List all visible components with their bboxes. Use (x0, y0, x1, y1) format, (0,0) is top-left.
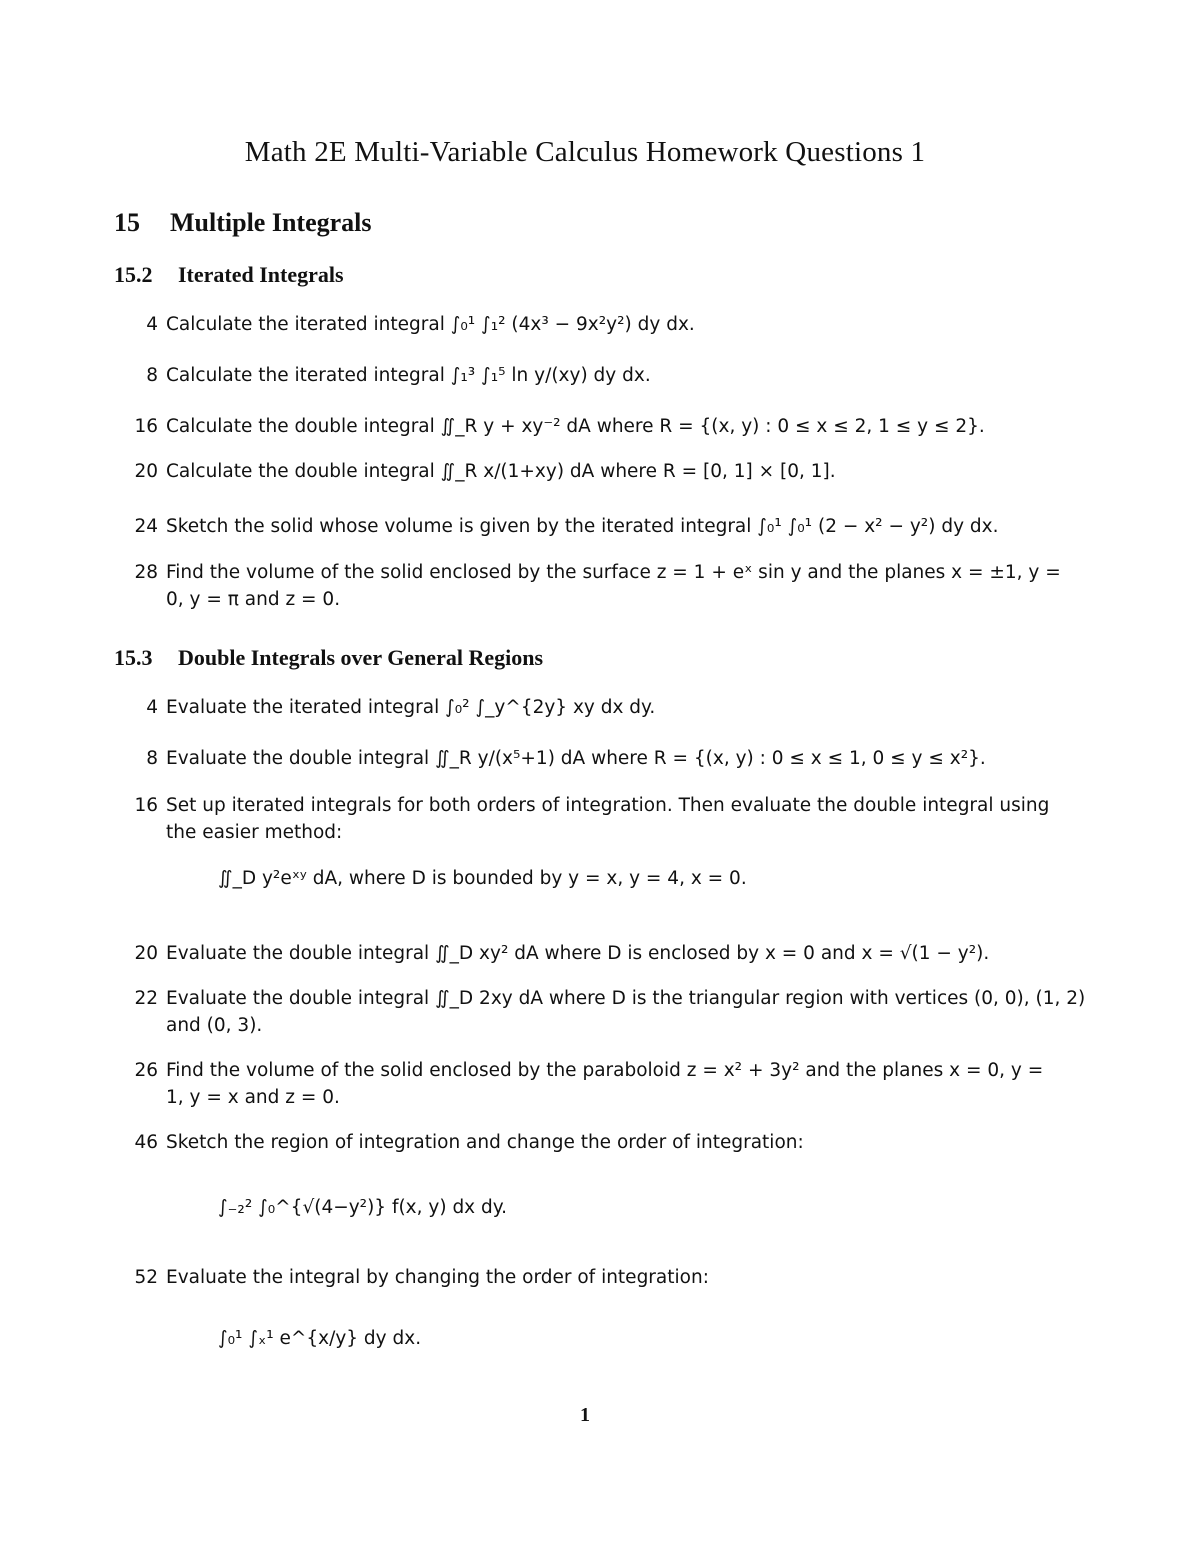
section-number: 15 (114, 208, 140, 237)
question-text: Calculate the iterated integral ∫₁³ ∫₁⁵ ln y/(xy) dy dx. (166, 365, 651, 386)
question-text-continued: and (0, 3). (166, 1015, 263, 1036)
subsection-number: 15.3 (114, 645, 153, 670)
question-item (120, 311, 1070, 338)
subsection-number: 15.2 (114, 262, 153, 287)
question-item (120, 362, 1070, 389)
question-item (120, 1129, 1070, 1156)
question-number: 4 (146, 314, 158, 335)
section-heading (114, 208, 372, 238)
question-item (120, 745, 1070, 772)
question-text: Sketch the solid whose volume is given by the iterated integral ∫₀¹ ∫₀¹ (2 − x² − y²) dy dx. (166, 516, 999, 537)
subsection-heading (114, 262, 344, 288)
question-item (120, 513, 1070, 540)
question-text-continued: 0, y = π and z = 0. (166, 589, 341, 610)
question-number: 52 (134, 1267, 158, 1288)
question-text-continued: the easier method: (166, 822, 343, 843)
question-item (120, 1264, 1070, 1291)
question-text-continued: 1, y = x and z = 0. (166, 1087, 340, 1108)
question-number: 8 (146, 365, 158, 386)
question-item (120, 940, 1070, 967)
question-text: Sketch the region of integration and change the order of integration: (166, 1132, 804, 1153)
display-equation: ∫₋₂² ∫₀^{√(4−y²)} f(x, y) dx dy. (218, 1197, 507, 1218)
question-text: Evaluate the double integral ∬_R y/(x⁵+1) dA where R = {(x, y) : 0 ≤ x ≤ 1, 0 ≤ y ≤ x²}. (166, 748, 986, 769)
question-number: 26 (134, 1060, 158, 1081)
question-item (120, 985, 1086, 1036)
question-text: Evaluate the integral by changing the order of integration: (166, 1267, 709, 1288)
page-number: 1 (580, 1404, 590, 1426)
question-item (120, 559, 1070, 610)
question-number: 46 (134, 1132, 158, 1153)
subsection-heading (114, 645, 543, 671)
subsection-title: Iterated Integrals (178, 262, 344, 287)
display-equation: ∬_D y²eˣʸ dA, where D is bounded by y = x, y = 4, x = 0. (218, 868, 747, 889)
question-text: Set up iterated integrals for both orders of integration. Then evaluate the double integral using (166, 795, 1050, 816)
question-item (120, 792, 1070, 843)
question-item (120, 458, 1070, 485)
document-title: Math 2E Multi-Variable Calculus Homework Questions 1 (244, 136, 926, 168)
subsection-title: Double Integrals over General Regions (178, 645, 544, 670)
question-text: Calculate the double integral ∬_R y + xy⁻² dA where R = {(x, y) : 0 ≤ x ≤ 2, 1 ≤ y ≤ 2}. (166, 416, 985, 437)
question-number: 22 (134, 988, 158, 1009)
question-item (120, 413, 1070, 440)
question-number: 20 (134, 461, 158, 482)
question-number: 16 (134, 416, 158, 437)
question-text: Evaluate the double integral ∬_D 2xy dA where D is the triangular region with vertices (0, 0), (1, 2) (166, 988, 1086, 1009)
question-number: 20 (134, 943, 158, 964)
display-equation: ∫₀¹ ∫ₓ¹ e^{x/y} dy dx. (218, 1328, 422, 1349)
question-text: Calculate the double integral ∬_R x/(1+xy) dA where R = [0, 1] × [0, 1]. (166, 461, 836, 482)
question-number: 28 (134, 562, 158, 583)
question-text: Find the volume of the solid enclosed by the paraboloid z = x² + 3y² and the planes x = 0, y = (166, 1060, 1044, 1081)
question-number: 16 (134, 795, 158, 816)
question-item (120, 694, 1070, 721)
question-number: 4 (146, 697, 158, 718)
question-number: 8 (146, 748, 158, 769)
question-item (120, 1057, 1070, 1108)
question-number: 24 (134, 516, 158, 537)
question-text: Find the volume of the solid enclosed by the surface z = 1 + eˣ sin y and the planes x = ±1, y = (166, 562, 1061, 583)
question-text: Evaluate the double integral ∬_D xy² dA where D is enclosed by x = 0 and x = √(1 − y²). (166, 943, 990, 964)
question-text: Evaluate the iterated integral ∫₀² ∫_y^{2y} xy dx dy. (166, 697, 656, 718)
question-text: Calculate the iterated integral ∫₀¹ ∫₁² (4x³ − 9x²y²) dy dx. (166, 314, 695, 335)
section-title: Multiple Integrals (170, 208, 372, 237)
